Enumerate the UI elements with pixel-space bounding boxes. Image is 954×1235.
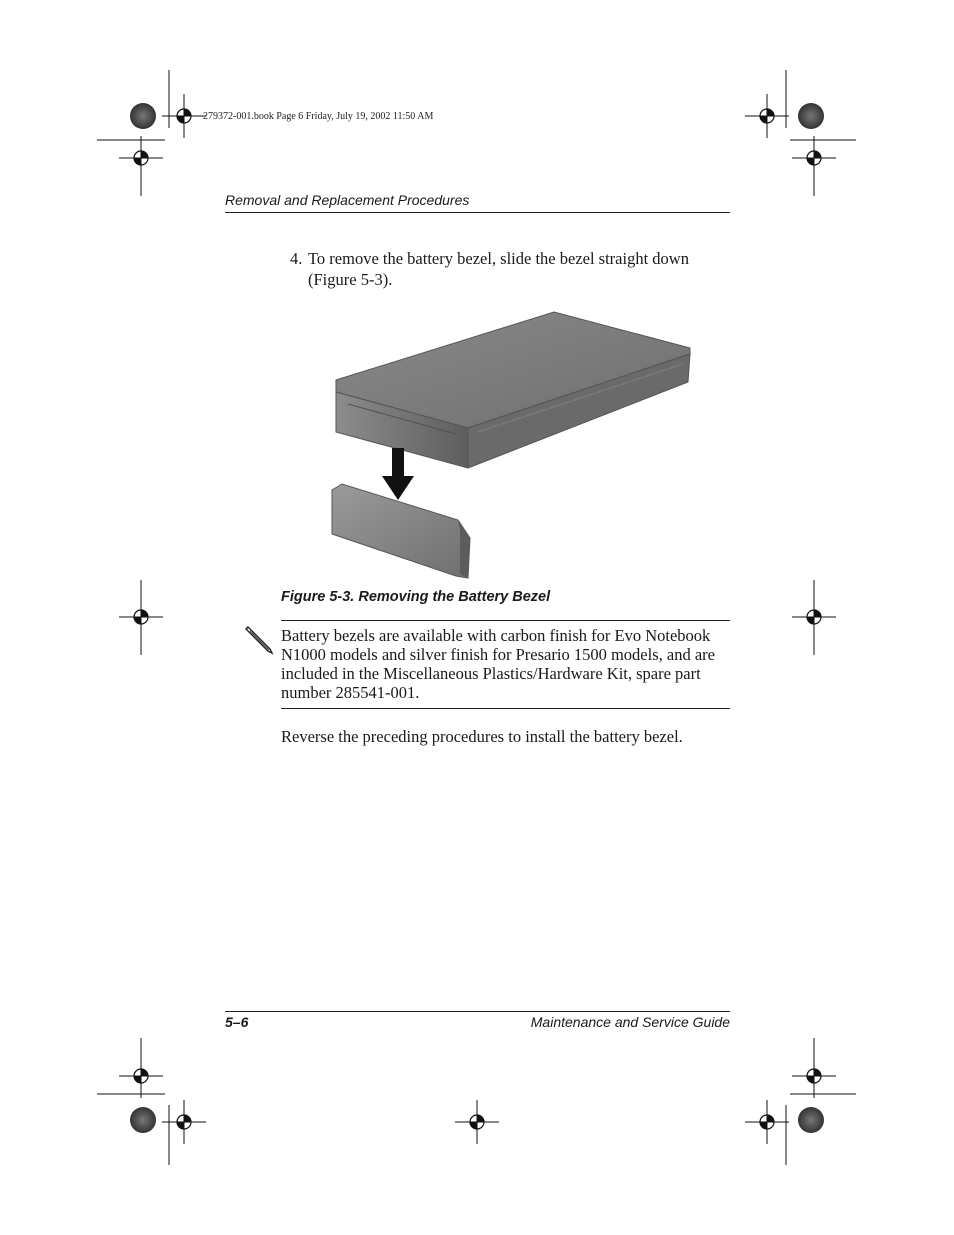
print-slug: 279372-001.book Page 6 Friday, July 19, 2002 11:50 AM <box>203 111 434 122</box>
running-header: Removal and Replacement Procedures <box>225 192 470 208</box>
closing-paragraph: Reverse the preceding procedures to install the battery bezel. <box>281 727 683 746</box>
step-number: 4. <box>290 249 303 268</box>
header-rule <box>225 212 730 213</box>
pencil-note-icon <box>242 623 276 657</box>
footer-rule <box>225 1011 730 1012</box>
down-arrow-icon <box>382 448 414 500</box>
battery-bezel-part <box>332 484 470 578</box>
battery-bezel-figure <box>328 308 698 588</box>
page-number: 5–6 <box>225 1014 249 1030</box>
note-top-rule <box>281 620 730 621</box>
guide-title: Maintenance and Service Guide <box>530 1014 730 1030</box>
note-bottom-rule <box>281 708 730 709</box>
figure-caption: Figure 5-3. Removing the Battery Bezel <box>281 589 551 605</box>
note-text: Battery bezels are available with carbon finish for Evo Notebook N1000 models and silver finish for Presario 1500 models, and are included in the Miscellaneous Plastics/Hardware Kit, spare part number 285541-001. <box>281 626 715 702</box>
step-text: To remove the battery bezel, slide the bezel straight down (Figure 5-3). <box>308 249 689 289</box>
procedure-step <box>290 248 730 290</box>
